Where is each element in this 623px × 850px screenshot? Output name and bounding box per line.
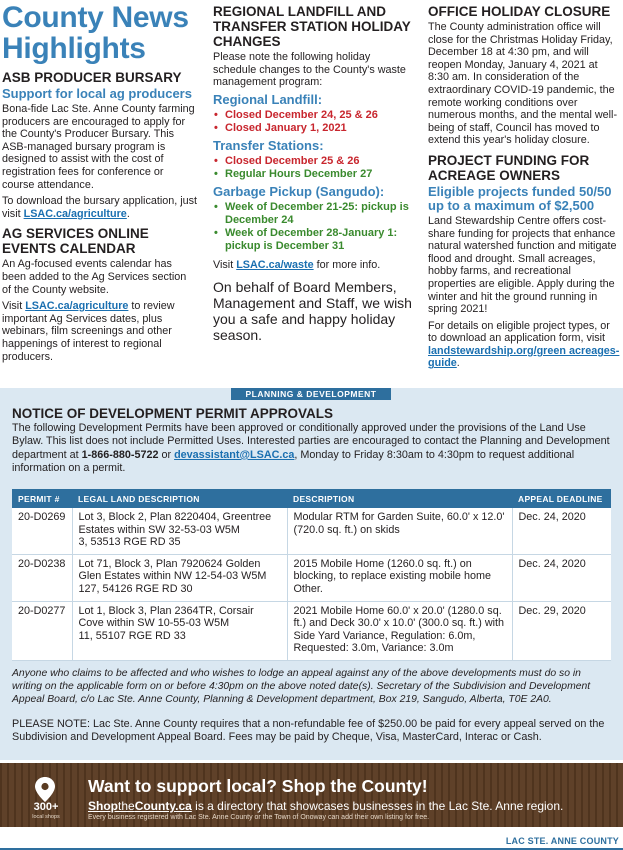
list-item: • Closed December 25 & 26 xyxy=(214,154,360,167)
transfer-stations-label: Transfer Stations: xyxy=(213,137,324,153)
asb-agriculture-link[interactable]: LSAC.ca/agriculture xyxy=(23,207,127,220)
list-item: • Week of December 28-January 1: pickup is December 31 xyxy=(214,226,398,252)
right-column xyxy=(428,0,620,374)
section-tab: PLANNING & DEVELOPMENT xyxy=(231,388,391,400)
permit-table xyxy=(12,489,611,661)
garbage-list xyxy=(213,201,413,253)
cell-deadline: Dec. 24, 2020 xyxy=(512,554,611,601)
col-header: APPEAL DEADLINE xyxy=(512,489,611,508)
office-closure-heading: OFFICE HOLIDAY CLOSURE xyxy=(428,4,611,19)
email-link[interactable]: devassistant@LSAC.ca xyxy=(174,448,295,461)
events-visit: Visit LSAC.ca/agriculture to review important Ag Services dates, plus webinars, film screenings and other happenings of interest to regional producers. xyxy=(2,300,175,363)
asb-download: To download the bursary application, just visit LSAC.ca/agriculture. xyxy=(2,195,198,220)
asb-subheading: Support for local ag producers xyxy=(2,86,192,101)
table-row xyxy=(12,508,611,554)
list-item: • Closed December 24, 25 & 26 xyxy=(214,108,378,121)
fee-note: PLEASE NOTE: Lac Ste. Anne County requires that a non-refundable fee of $250.00 be paid for every appeal served on the Subdivision and Development Appeal Board. Fees may be paid by Cheque, Visa, MasterCard, Interac or Cash. xyxy=(12,718,605,744)
permit-intro: The following Development Permits have been approved or conditionally approved under the provisions of the Land Use Bylaw. This list does not include Permitted Uses. Interested parties are encouraged to contact the Planning and Development department at 1-866-880-5722 or devassistant@LSAC.ca, Monday to Friday 8:30am to 4:30pm to request additional information on a permit. xyxy=(12,422,610,475)
table-row xyxy=(12,554,611,601)
regional-landfill-label: Regional Landfill: xyxy=(213,91,323,107)
phone-number: 1-866-880-5722 xyxy=(81,448,159,461)
shop-count-caption: local shops xyxy=(32,814,60,820)
table-row xyxy=(12,601,611,660)
cell-deadline: Dec. 24, 2020 xyxy=(512,508,611,554)
permit-notice-title: NOTICE OF DEVELOPMENT PERMIT APPROVALS xyxy=(12,406,334,421)
col-header: PERMIT # xyxy=(12,489,72,508)
landfill-list xyxy=(213,109,413,135)
landfill-heading: REGIONAL LANDFILL AND TRANSFER STATION HOLIDAY CHANGES xyxy=(213,4,411,49)
waste-link[interactable]: LSAC.ca/waste xyxy=(236,258,314,271)
col-header: LEGAL LAND DESCRIPTION xyxy=(72,489,287,508)
landfill-intro: Please note the following holiday schedule changes to the County's waste management program: xyxy=(213,51,406,89)
landstewardship-link[interactable]: landstewardship.org/green acreages-guide xyxy=(428,344,620,370)
cell-permit: 20-D0238 xyxy=(12,554,72,601)
page-title: County News Highlights xyxy=(2,1,189,65)
shop-local-banner xyxy=(0,763,623,827)
banner-line: ShoptheCounty.ca is a directory that showcases businesses in the Lac Ste. Anne region. xyxy=(88,799,564,813)
office-closure-body: The County administration office will close for the Christmas Holiday Friday, December 18 at 4:30 pm, and will reopen Monday, January 4, 2021 at 8:30 am. In consideration of the extraordinary COVID-19 pandemic, the remote working conditions over numerous months, and the mental well-being of staff, Council has moved to extend this year's holiday closure. xyxy=(428,21,618,147)
cell-desc: Modular RTM for Garden Suite, 60.0' x 12.0' (720.0 sq. ft.) on skids xyxy=(287,508,512,554)
shop-count: 300+ xyxy=(33,801,59,813)
cell-legal: Lot 1, Block 3, Plan 2364TR, Corsair Cove within SW 10-55-03 W5M 11, 55107 RGE RD 33 xyxy=(72,601,287,660)
county-brand: LAC STE. ANNE COUNTY xyxy=(505,836,619,846)
cell-desc: 2015 Mobile Home (1260.0 sq. ft.) on blocking, to replace existing mobile home Other. xyxy=(287,554,512,601)
middle-column xyxy=(213,0,413,343)
funding-details: For details on eligible project types, or to download an application form, visit landstewardship.org/green acreages-guide. xyxy=(428,319,620,370)
events-agriculture-link[interactable]: LSAC.ca/agriculture xyxy=(25,300,129,313)
list-item: • Closed January 1, 2021 xyxy=(214,121,347,134)
appeal-instructions: Anyone who claims to be affected and who wishes to lodge an appeal against any of the above developments must do so in writing on the applicable form on or before 4:30pm on the above noted date(s). Secretary of the Subdivision and Development Appeal Board, c/o Lac Ste. Anne County, Planning & Development department, Box 219, Sangudo, Alberta, T0E 2A0. xyxy=(12,668,591,706)
events-body: An Ag-focused events calendar has been added to the Ag Services section of the County website. xyxy=(2,258,187,296)
table-header xyxy=(12,489,611,508)
list-item: • Week of December 21-25: pickup is December 24 xyxy=(214,200,409,226)
cell-desc: 2021 Mobile Home 60.0' x 20.0' (1280.0 sq. ft.) and Deck 30.0' x 10.0' (300.0 sq. ft.) with Side Yard Variance, Regulation: 6.0m, Requested: 3.0m, Variance: 3.0m xyxy=(287,601,512,660)
cell-permit: 20-D0269 xyxy=(12,508,72,554)
funding-subheading: Eligible projects funded 50/50 up to a maximum of $2,500 xyxy=(428,183,612,213)
garbage-pickup-label: Garbage Pickup (Sangudo): xyxy=(213,183,385,199)
col-header: DESCRIPTION xyxy=(287,489,512,508)
left-column xyxy=(2,0,198,367)
cell-permit: 20-D0277 xyxy=(12,601,72,660)
banner-fine-print: Every business registered with Lac Ste. Anne County or the Town of Onoway can add their own listing for free. xyxy=(88,814,430,821)
asb-heading: ASB PRODUCER BURSARY xyxy=(2,70,182,85)
funding-body: Land Stewardship Centre offers cost-share funding for projects that enhance natural watershed function and mitigate flood and drought. Small acreages, hobby farms, and recreational properties are eligible. Apply during the winter and hit the ground running in spring 2021! xyxy=(428,214,617,316)
list-item: • Regular Hours December 27 xyxy=(214,167,373,180)
waste-visit: Visit LSAC.ca/waste for more info. xyxy=(213,258,381,271)
funding-heading: PROJECT FUNDING FOR ACREAGE OWNERS xyxy=(428,152,590,183)
asb-body: Bona-fide Lac Ste. Anne County farming producers are encouraged to apply for the County's Producer Bursary. This ASB-managed bursary program is designed to assist with the cost of registration fees for conference or course attendance. xyxy=(2,103,195,191)
shopthecounty-link[interactable]: ShoptheCounty.ca xyxy=(88,799,192,813)
cell-legal: Lot 3, Block 2, Plan 8220404, Greentree Estates within SW 32-53-03 W5M 3, 53513 RGE RD 35 xyxy=(72,508,287,554)
holiday-message: On behalf of Board Members, Management and Staff, we wish you a safe and happy holiday season. xyxy=(213,279,412,344)
planning-development-section xyxy=(0,388,623,760)
events-heading: AG SERVICES ONLINE EVENTS CALENDAR xyxy=(2,226,149,257)
transfer-list xyxy=(213,155,413,181)
cell-legal: Lot 71, Block 3, Plan 7920624 Golden Glen Estates within NW 12-54-03 W5M 127, 54126 RGE RD 30 xyxy=(72,554,287,601)
banner-title: Want to support local? Shop the County! xyxy=(88,776,428,796)
cell-deadline: Dec. 29, 2020 xyxy=(512,601,611,660)
